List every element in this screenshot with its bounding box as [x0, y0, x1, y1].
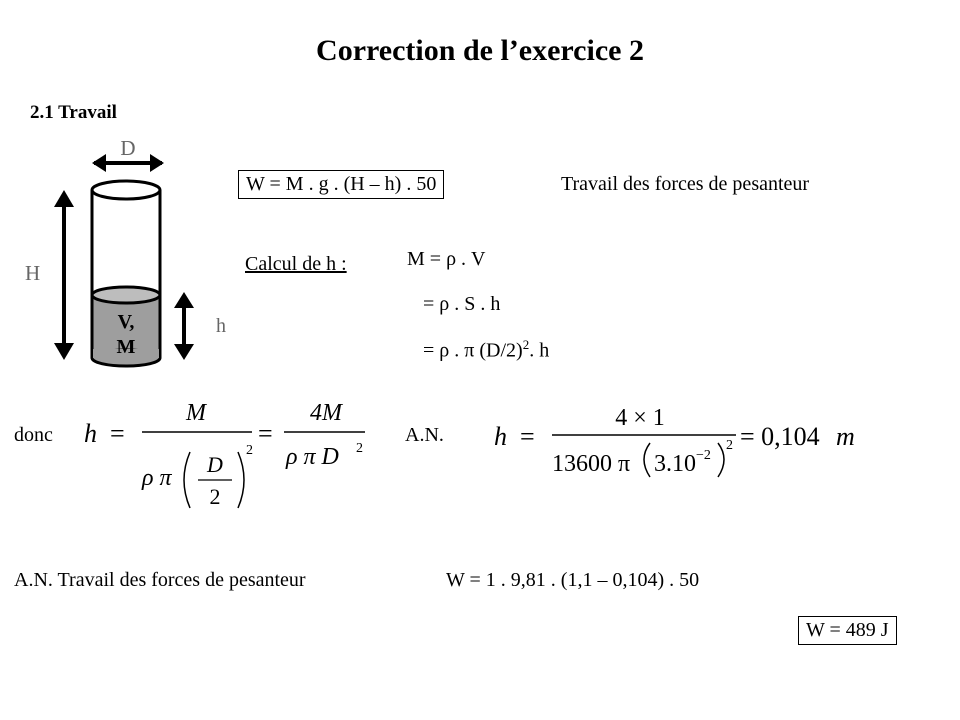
- label-v: V,: [117, 311, 135, 333]
- work-caption: Travail des forces de pesanteur: [561, 173, 810, 195]
- donc-label: donc: [14, 424, 53, 446]
- frac1-exp: 2: [246, 443, 253, 458]
- an1-den-prefix: 13600 π: [552, 451, 631, 477]
- label-big-h: H: [25, 261, 41, 285]
- lhs-h: h: [84, 419, 97, 448]
- an1-equals: =: [520, 422, 535, 451]
- work-formula-box: W = M . g . (H – h) . 50: [238, 170, 444, 199]
- an1-den-inner: 3.10: [654, 451, 696, 477]
- label-d: D: [120, 136, 136, 160]
- frac1-inner-den: 2: [209, 484, 221, 509]
- label-m: M: [116, 336, 136, 358]
- page-title: Correction de l’exercice 2: [316, 34, 644, 67]
- frac2-num: 4M: [310, 400, 342, 426]
- an1-result: = 0,104: [740, 422, 820, 451]
- an1-den-exp: 2: [726, 438, 733, 453]
- an2-label: A.N. Travail des forces de pesanteur: [14, 569, 306, 591]
- an1-label: A.N.: [405, 424, 444, 446]
- cylinder-diagram: [20, 135, 226, 370]
- calc-label: Calcul de h :: [245, 253, 347, 275]
- calc-line-2: = ρ . S . h: [423, 293, 501, 315]
- an2-formula: W = 1 . 9,81 . (1,1 – 0,104) . 50: [446, 569, 700, 591]
- formula-h-symbolic: [80, 390, 380, 520]
- frac2-den: ρ π D: [286, 444, 339, 470]
- frac1-den-prefix: ρ π: [142, 465, 172, 491]
- result-box: W = 489 J: [798, 616, 897, 645]
- frac2-exp: 2: [356, 441, 363, 456]
- equals-1: =: [110, 419, 125, 448]
- an1-lhs-h: h: [494, 422, 507, 451]
- label-small-h: h: [216, 315, 226, 337]
- frac1-inner-num: D: [207, 452, 223, 477]
- equals-2: =: [258, 419, 273, 448]
- calc-line-1: M = ρ . V: [407, 248, 486, 270]
- section-heading: 2.1 Travail: [30, 102, 117, 123]
- frac1-num: M: [186, 400, 206, 426]
- an1-num: 4 × 1: [615, 405, 665, 431]
- formula-h-numeric: [490, 395, 870, 495]
- an1-unit: m: [836, 422, 855, 451]
- an1-den-inner-exp: −2: [696, 448, 711, 463]
- calc-line-3: = ρ . π $(D/2)^2$. h: [423, 337, 550, 362]
